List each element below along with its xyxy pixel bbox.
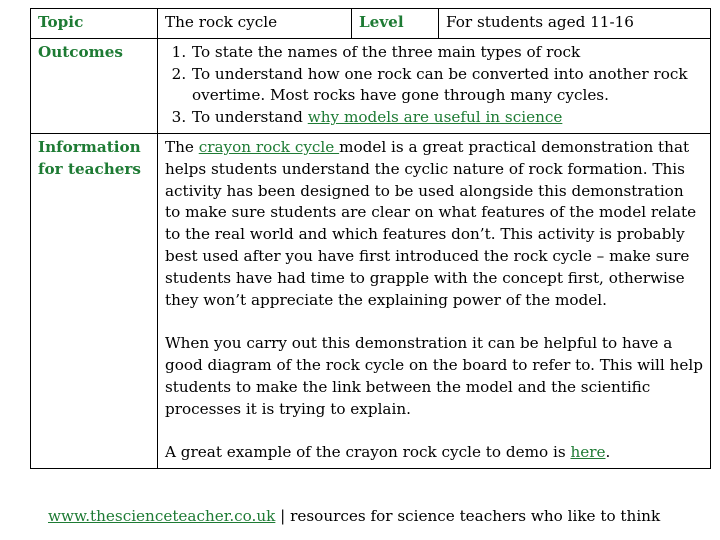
topic-label: Topic <box>31 9 158 39</box>
level-value: For students aged 11-16 <box>439 9 711 39</box>
information-label: Information for teachers <box>31 133 158 468</box>
footer <box>48 506 660 526</box>
lesson-plan-table <box>30 8 711 469</box>
level-label: Level <box>352 9 439 39</box>
info-paragraph-1 <box>165 137 703 311</box>
crayon-rock-cycle-link[interactable]: crayon rock cycle <box>198 137 340 156</box>
site-link[interactable]: www.thescienceteacher.co.uk <box>48 507 276 525</box>
info-p1-text-end: model is a great practical demonstration that helps students understand the cyclic nature of rock formation. This activity has been designed to be used alongside this demonstration to make sure students are clear on what features of the model relate to the real world and which features don’t. This activity is probably best used after you have first introduced the rock cycle – make sure students have had time to grapple with the concept first, otherwise they won’t appreciate the explaining power of the model. <box>165 137 697 309</box>
topic-value: The rock cycle <box>158 9 352 39</box>
information-row <box>31 133 711 468</box>
outcomes-row <box>31 38 711 133</box>
information-content <box>158 133 711 468</box>
topic-row <box>31 9 711 39</box>
info-paragraph-2: When you carry out this demonstration it can be helpful to have a good diagram of the rock cycle on the board to refer to. This will help students to make the link between the model and the scientific processes it is trying to explain. <box>165 334 703 418</box>
outcome-item: 2. To understand how one rock can be converted into another rock overtime. Most rocks have gone through many cycles. <box>191 64 703 108</box>
outcomes-list <box>165 42 703 129</box>
outcome-item: 1. To state the names of the three main types of rock <box>191 42 703 64</box>
info-paragraph-3 <box>165 442 703 464</box>
outcome-item <box>191 107 703 129</box>
info-p3-text-end: . <box>605 443 611 462</box>
outcomes-content <box>158 38 711 133</box>
footer-tagline: | resources for science teachers who like to think <box>275 507 661 525</box>
outcomes-label: Outcomes <box>31 38 158 133</box>
models-useful-link[interactable]: why models are useful in science <box>307 108 563 127</box>
info-p3-text-start: A great example of the crayon rock cycle to demo is <box>165 443 571 462</box>
here-link[interactable]: here <box>570 443 606 462</box>
outcome-item-text: To understand <box>192 108 308 127</box>
info-p1-text-start: The <box>165 137 199 156</box>
